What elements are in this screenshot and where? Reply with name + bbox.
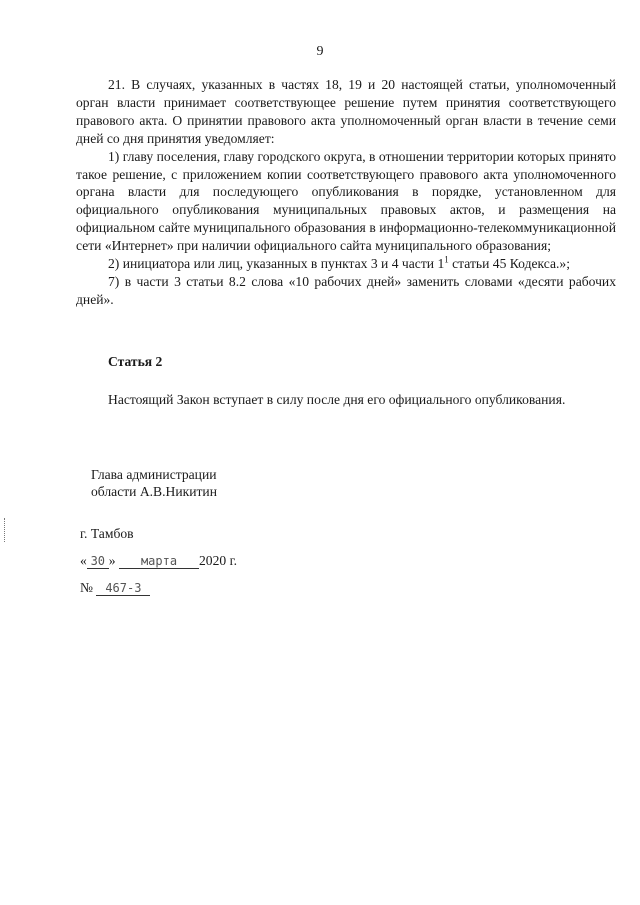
signature-name: области А.В.Никитин (91, 484, 217, 499)
page-number: 9 (316, 44, 324, 59)
article-2-heading: Статья 2 (108, 354, 163, 369)
superscript: 1 (444, 254, 449, 265)
date-line (80, 553, 237, 569)
paragraph-item-7: 7) в части 3 статьи 8.2 слова «10 рабочих дней» заменить словами «десяти рабочих дней». (76, 273, 616, 307)
paragraph-item-1: 1) главу поселения, главу городского округа, в отношении территории которых принято такое решение, с приложением копии соответствующего правового акта уполномоченного органа власти для последующего опубликования в порядке, установленном для официального опубликования муниципальных правовых актов, и размещения на официальном сайте муниципального образования в информационно-телекоммуникационной сети «Интернет» при наличии официального сайта муниципального образования; (76, 148, 616, 254)
law-number: 467-З (96, 581, 150, 596)
paragraph-item-2 (76, 255, 616, 273)
article-2-text: Настоящий Закон вступает в силу после дня его официального опубликования. (108, 392, 566, 407)
signature-block (91, 466, 217, 500)
article-1-continuation (76, 76, 616, 309)
signature-title: Глава администрации (91, 467, 217, 482)
date-day: 30 (87, 554, 109, 569)
number-label: № (80, 580, 93, 595)
date-open-quote: « (80, 553, 87, 568)
date-close-quote: » (108, 553, 116, 568)
paragraph-item-2-tail: статьи 45 Кодекса.»; (448, 256, 570, 272)
law-number-line (80, 580, 150, 596)
date-month: марта (119, 554, 199, 569)
date-year: 2020 г. (199, 553, 238, 568)
paragraph-21: 21. В случаях, указанных в частях 18, 19 и 20 настоящей статьи, уполномоченный орган власти принимает соответствующее решение путем принятия соответствующего правового акта. О принятии правового акта уполномоченный орган власти в течение семи дней со дня принятия уведомляет: (76, 77, 616, 146)
paragraph-item-2-text: 2) инициатора или лиц, указанных в пунктах 3 и 4 части 1 (108, 256, 445, 272)
city-line: г. Тамбов (80, 526, 134, 541)
margin-mark (4, 518, 7, 542)
article-2-body (76, 391, 616, 409)
